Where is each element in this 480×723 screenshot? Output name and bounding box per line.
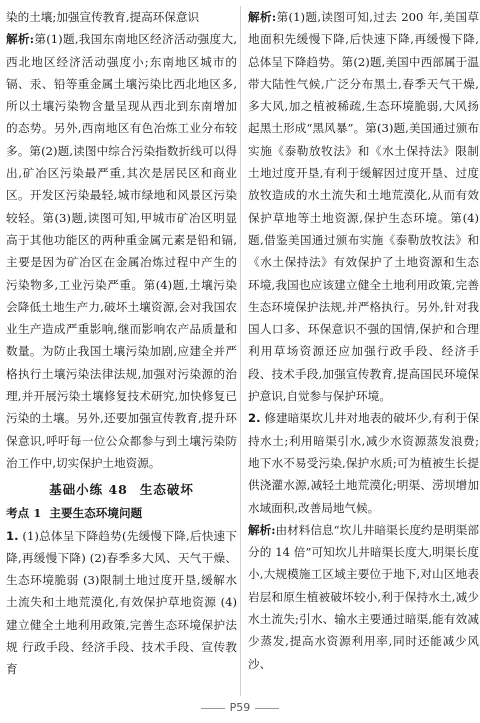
section-title-number: 基础小练 48 <box>49 482 128 498</box>
analysis-label: 解析: <box>6 32 35 47</box>
footer-rule-left <box>201 708 225 709</box>
analysis-label-2: 解析: <box>248 522 276 537</box>
analysis-paragraph-1 <box>248 6 479 407</box>
analysis-text: 第(1)题,我国东南地区经济活动强度大,西北地区经济活动强度小;东南地区城市的镉、汞、铅等重金属土壤污染比西北地区多,所以土壤污染物含量呈现从西北到东南增加的态势。另外,西南地区有色冶炼工业分布较多。第(2)题,读图中综合污染指数折线可以得出,矿冶区污染最严重,其次是居民区和商业区。开发区污染最轻,城市绿地和风景区污染较轻。第(3)题,读图可知,甲城市矿冶区明显高于其他功能区的两种重金属元素是铅和镉,主要是因为矿冶区在金属冶炼过程中产生的污染物多,工业污染严重。第(4)题,土壤污染会降低土地生产力,破坏土壤资源,会对我国农业生产造成严重影响,继而影响农产品质量和数量。为防止我国土壤污染加剧,应建全并严格执行土壤污染法律法规,加强对污染源的治理,并开展污染土壤修复技术研究,加快修复已污染的土壤。另外,还要加强宣传教育,提升环保意识,呼吁每一位公众都参与到土壤污染防治工作中,切实保护土地资源。 <box>6 32 238 470</box>
section-title <box>6 478 237 502</box>
section-title-topic: 生态破坏 <box>139 482 194 498</box>
analysis-text-2: 由材料信息“坎儿井暗渠长度约是明渠部分的 14 倍”可知坎儿井暗渠长度大,明渠长度小,大规模施工区域主要位于地下,对山区地表岩层和原生植被破坏较小,利于保持水土,减少水土流失;引水、输水主要通过暗渠,能有效减少蒸发,提高水资源利用率,同时还能减少风沙、 <box>248 522 480 671</box>
page-number: P59 <box>229 701 251 714</box>
question-2-text: 修建暗渠坎儿井对地表的破坏少,有利于保持水土;利用暗渠引水,减少水资源蒸发浪费;地下水不易受污染,保护水质;可为植被生长提供浇灌水源,减轻土地荒漠化;明渠、涝坝增加水域面积,改善局地气候。 <box>248 411 480 515</box>
footer-rule-right <box>255 708 279 709</box>
left-column <box>6 6 237 681</box>
analysis-text-1: 第(1)题,读图可知,过去 200 年,美国草地面积先缓慢下降,后快速下降,再缓慢下降,总体呈下降趋势。第(2)题,美国中西部属于温带大陆性气候,广泛分布黑土,春季天气干燥,多大风,加之植被稀疏,生态环境脆弱,大风扬起黑土形成“黑风暴”。第(3)题,美国通过颁布实施《泰勒放牧法》和《水土保持法》限制土地过度开垦,有利于缓解因过度开垦、过度放牧造成的水土流失和土地荒漠化,从而有效保护草地等土地资源,保护生态环境。第(4)题,借鉴美国通过颁布实施《泰勒放牧法》和《水土保持法》有效保护了土地资源和生态环境,我国也应该建立健全土地利用政策,完善生态环境保护法规,并严格执行。另外,针对我国人口多、环保意识不强的国情,保护和合理利用草场资源还应加强行政手段、经济手段、技术手段,加强宣传教育,提高国民环境保护意识,自觉参与保护环境。 <box>248 10 480 404</box>
kaodian-title: 主要生态环境问题 <box>49 506 143 521</box>
right-column <box>248 6 479 675</box>
kaodian-label: 考点 1 <box>6 506 42 521</box>
kaodian-heading <box>6 502 237 524</box>
analysis-label-1: 解析: <box>248 10 277 24</box>
question-1-answer <box>6 525 237 681</box>
question-2-number: 2. <box>248 411 261 426</box>
analysis-paragraph <box>6 28 237 474</box>
question-2-answer <box>248 407 479 518</box>
page-footer <box>0 701 480 714</box>
answer-continuation: 染的土壤;加强宣传教育,提高环保意识 <box>6 10 200 24</box>
column-divider <box>240 6 241 696</box>
question-1-text: (1)总体呈下降趋势(先缓慢下降,后快速下降,再缓慢下降) (2)春季多大风、天气干燥、生态环境脆弱 (3)限制土地过度开垦,缓解水土流失和土地荒漠化,有效保护草地资源 (4)建立健全土地利用政策,完善生态环境保护法规 行政手段、经济手段、技术手段、宣传教育 <box>6 528 237 677</box>
analysis-paragraph-2 <box>248 519 479 675</box>
question-1-number: 1. <box>6 528 19 543</box>
